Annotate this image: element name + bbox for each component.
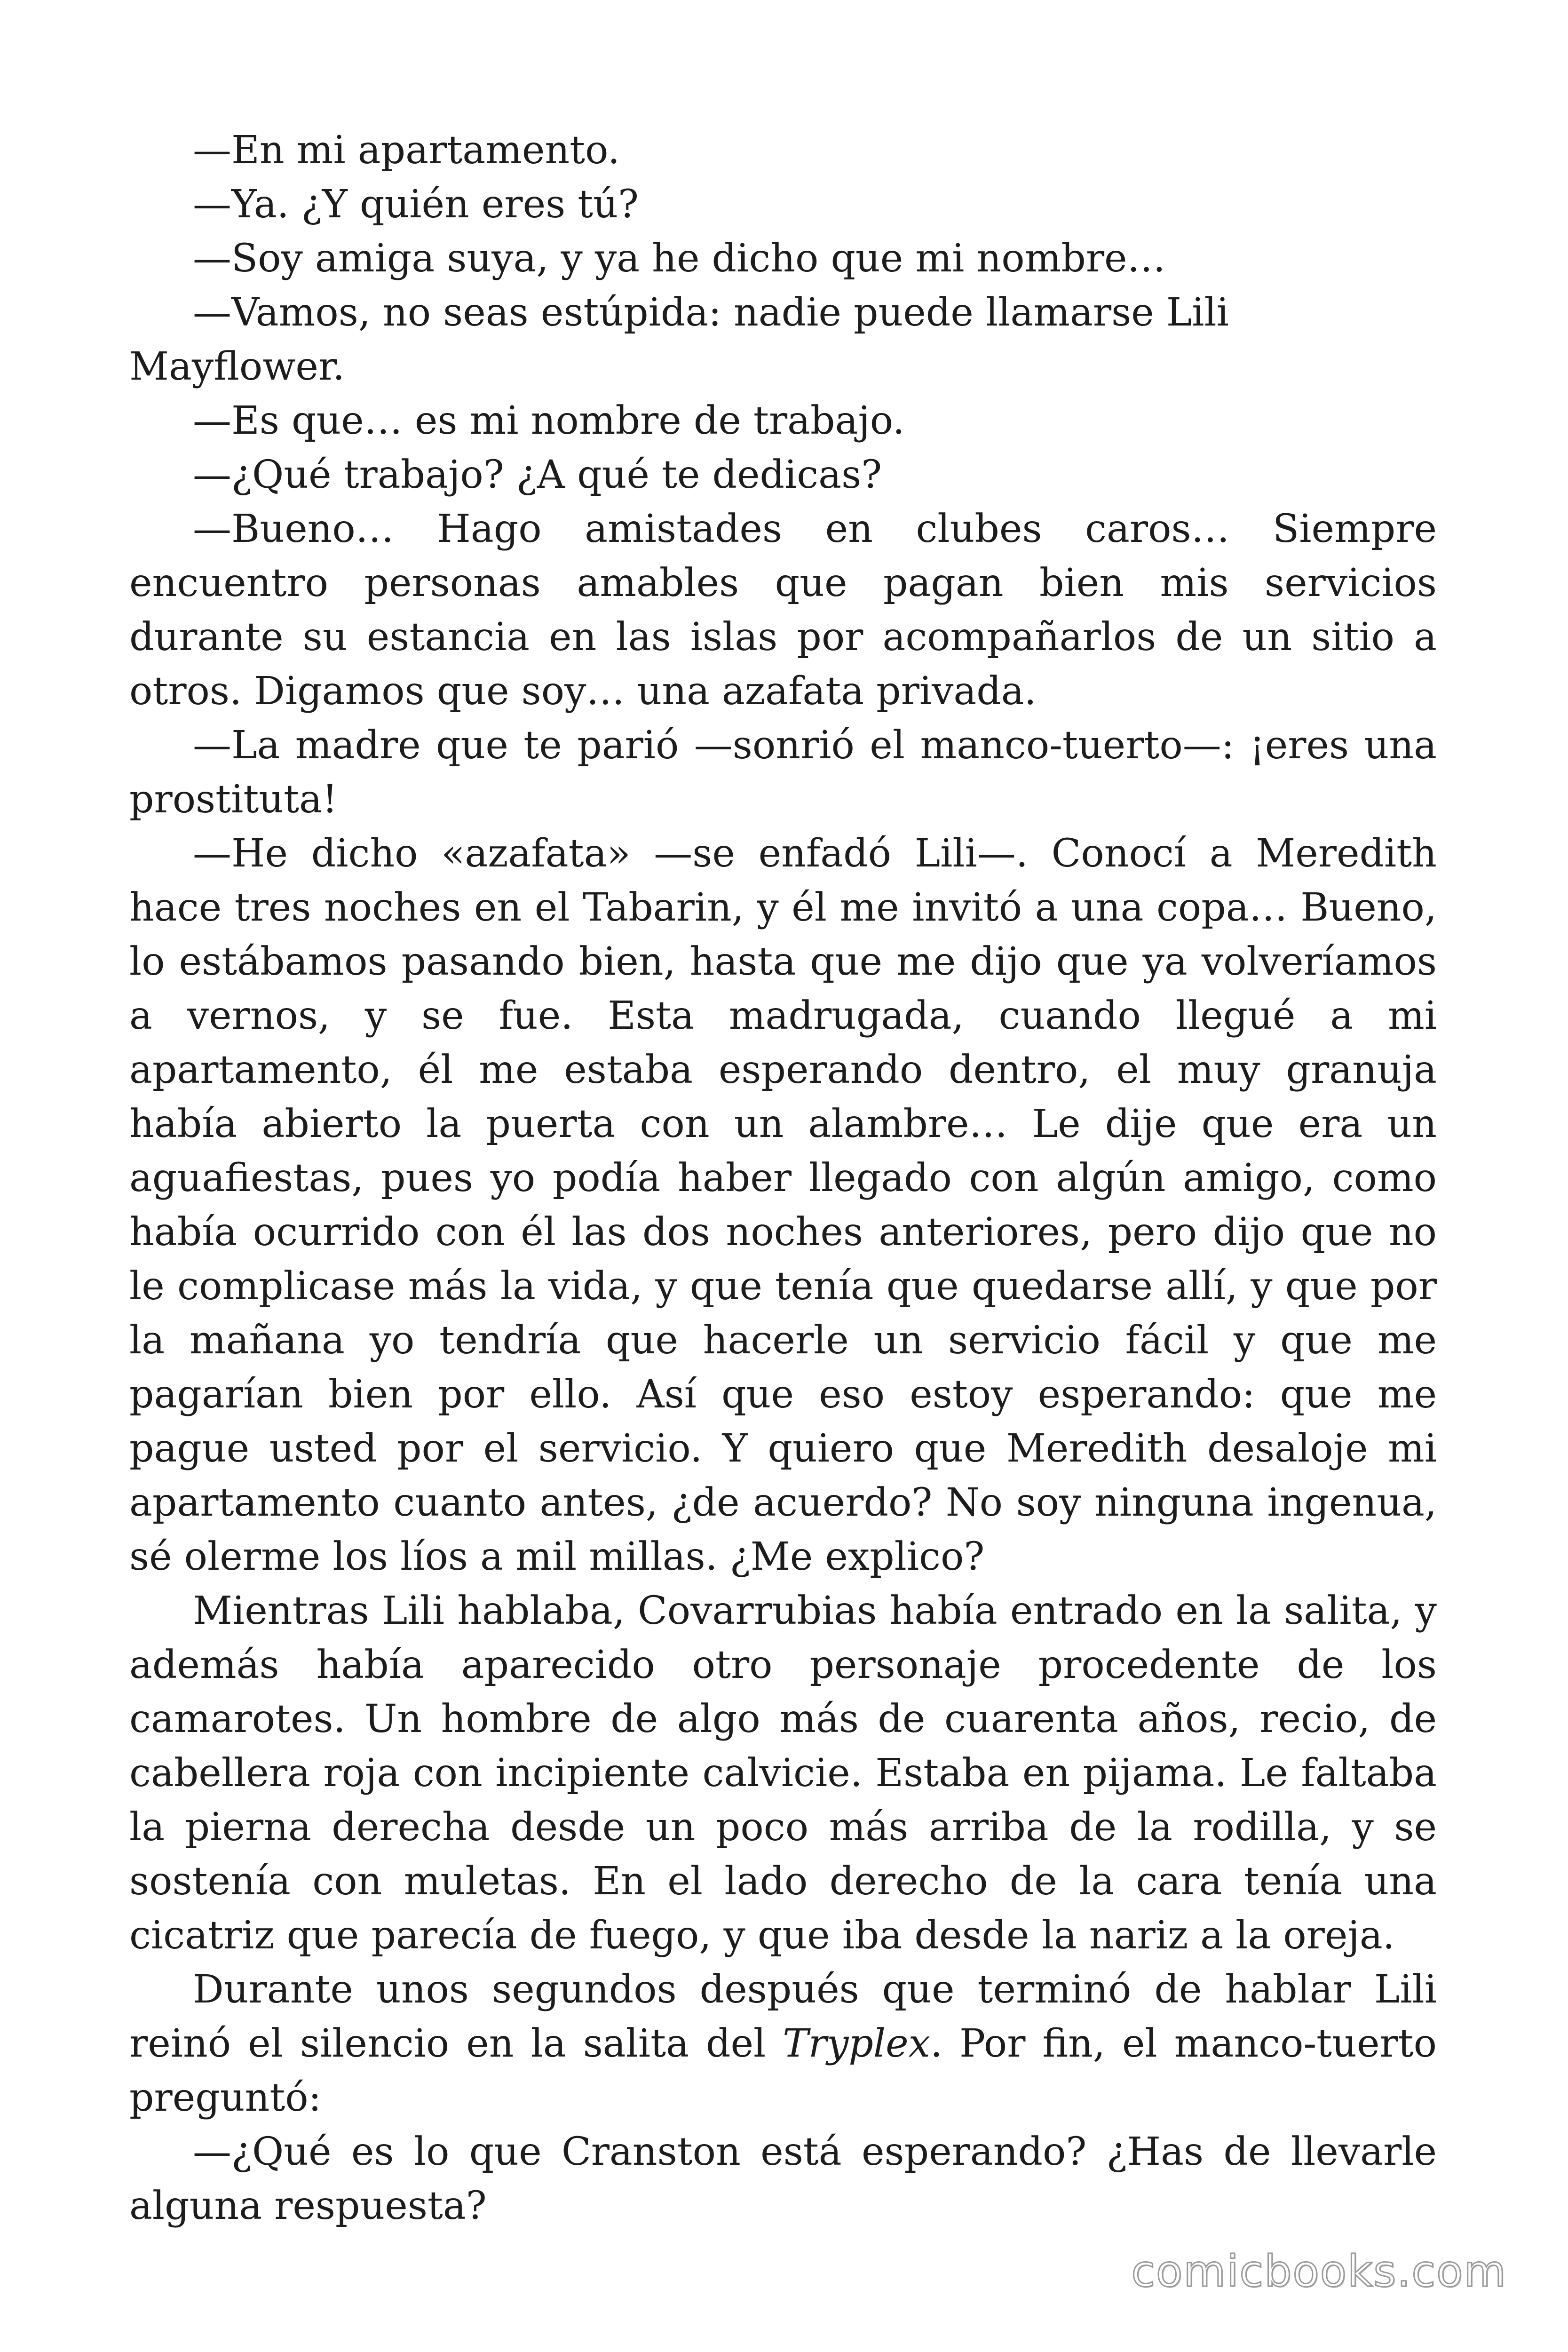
paragraph-text: Durante unos segundos después que terminó de hablar Lili reinó el silencio en la salita del [129, 1967, 1437, 2066]
paragraph-text: . Por fin, el manco-tuerto preguntó: [129, 2021, 1437, 2120]
paragraph: —Vamos, no seas estúpida: nadie puede llamarse Lili Mayflower. [129, 290, 1229, 389]
watermark: comicbooks.com [1131, 2246, 1507, 2296]
paragraph: —Bueno… Hago amistades en clubes caros… Siempre encuentro personas amables que pagan bien mis servicios durante su estancia en las islas por acompañarlos de un sitio a otros. Digamos que soy… una azafata privada. [129, 507, 1437, 714]
paragraph: Mientras Lili hablaba, Covarrubias había entrado en la salita, y además había aparecido otro personaje procedente de los camarotes. Un hombre de algo más de cuarenta años, recio, de cabellera roja con incipiente calvicie. Estaba en pijama. Le faltaba la pierna derecha desde un poco más arriba de la rodilla, y se sostenía con muletas. En el lado derecho de la cara tenía una cicatriz que parecía de fuego, y que iba desde la nariz a la oreja. [129, 1589, 1437, 1958]
paragraph: —Ya. ¿Y quién eres tú? [193, 182, 639, 227]
paragraph: —En mi apartamento. [193, 128, 620, 173]
paragraph: —He dicho «azafata» —se enfadó Lili—. Conocí a Meredith hace tres noches en el Tabarin, y él me invitó a una copa… Bueno, lo estábamos pasando bien, hasta que me dijo que ya volveríamos a vernos, y se fue. Esta madrugada, cuando llegué a mi apartamento, él me estaba esperando dentro, el muy granuja había abierto la puerta con un alambre… Le dije que era un aguafiestas, pues yo podía haber llegado con algún amigo, como había ocurrido con él las dos noches anteriores, pero dijo que no le complicase más la vida, y que tenía que quedarse allí, y que por la mañana yo tendría que hacerle un servicio fácil y que me pagarían bien por ello. Así que eso estoy esperando: que me pague usted por el servicio. Y quiero que Meredith desaloje mi apartamento cuanto antes, ¿de acuerdo? No soy ninguna ingenua, sé olerme los líos a mil millas. ¿Me explico? [129, 831, 1437, 1579]
paragraph: —Es que… es mi nombre de trabajo. [193, 398, 905, 443]
paragraph: —¿Qué es lo que Cranston está esperando? ¿Has de llevarle alguna respuesta? [129, 2130, 1437, 2228]
book-page-text [129, 123, 1437, 2233]
italic-boat-name: Tryplex [783, 2021, 930, 2066]
paragraph: —Soy amiga suya, y ya he dicho que mi nombre… [193, 236, 1166, 281]
paragraph: —La madre que te parió —sonrió el manco-tuerto—: ¡eres una prostituta! [129, 723, 1437, 822]
paragraph-with-italic [129, 1963, 1437, 2125]
paragraph: —¿Qué trabajo? ¿A qué te dedicas? [193, 453, 882, 497]
